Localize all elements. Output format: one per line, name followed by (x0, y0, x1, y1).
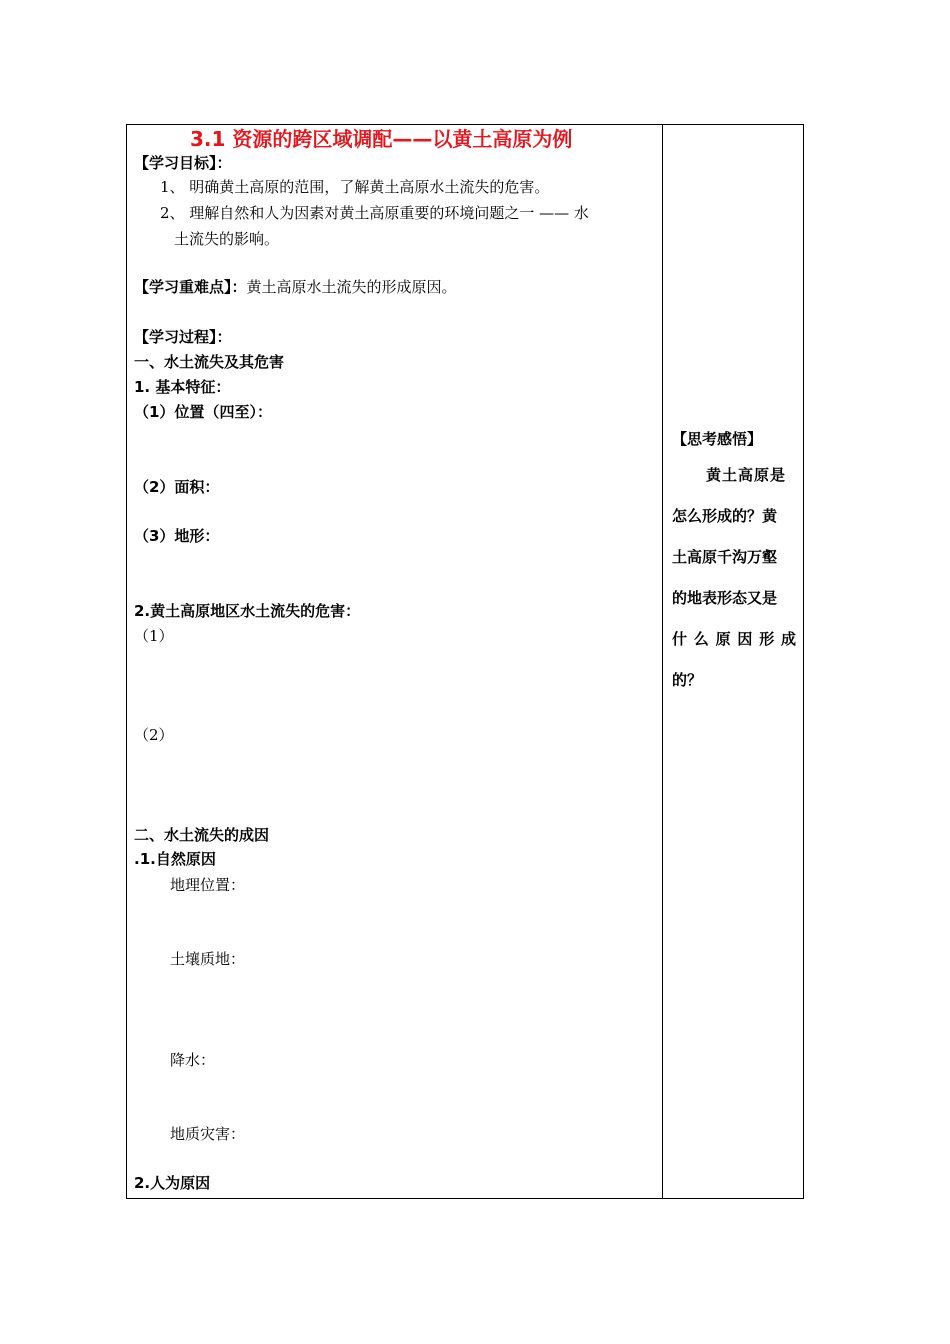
process-heading: 【学习过程】： (134, 328, 232, 346)
column-divider (662, 124, 663, 1199)
sidebar-line-2: 怎么形成的？黄 (672, 507, 778, 525)
human-causes-heading: 2.人为原因 (134, 1174, 211, 1192)
geo-location-label: 地理位置： (170, 876, 246, 894)
sidebar-reflection (672, 428, 796, 728)
rain-label: 降水： (170, 1051, 216, 1069)
natural-causes-heading: .1.自然原因 (134, 850, 216, 868)
key-points-text: 黄土高原水土流失的形成原因。 (246, 278, 457, 296)
position-label: （1）位置（四至）： (134, 403, 272, 421)
sidebar-line-5: 什么原因形成 (672, 630, 796, 648)
goal-item-2-line1: 2、 理解自然和人为因素对黄土高原重要的环境问题之一 —— 水 (160, 204, 589, 222)
sidebar-line-3: 土高原千沟万壑 (672, 548, 778, 566)
terrain-label: （3）地形： (134, 527, 220, 545)
key-points-heading: 【学习重难点】： (134, 278, 247, 296)
sidebar-line-6: 的？ (672, 671, 703, 689)
page-title: 3.1 资源的跨区域调配——以黄土高原为例 (190, 127, 573, 151)
sidebar-line-4: 的地表形态又是 (672, 589, 778, 607)
goal-item-2-line2: 土流失的影响。 (174, 230, 280, 248)
harm-heading: 2.黄土高原地区水土流失的危害： (134, 602, 361, 620)
basic-features-heading: 1. 基本特征： (134, 378, 231, 396)
key-points (134, 278, 457, 296)
goal-item-1: 1、 明确黄土高原的范围，了解黄土高原水土流失的危害。 (160, 178, 550, 196)
section-2-heading: 二、水土流失的成因 (134, 826, 270, 844)
sidebar-heading: 【思考感悟】 (672, 430, 763, 448)
harm-item-2: （2） (134, 726, 174, 744)
goals-heading: 【学习目标】： (134, 154, 232, 172)
disaster-label: 地质灾害： (170, 1125, 246, 1143)
area-label: （2）面积： (134, 478, 220, 496)
harm-item-1: （1） (134, 627, 174, 645)
soil-label: 土壤质地： (170, 950, 246, 968)
sidebar-line-1: 黄土高原是 (706, 466, 787, 484)
section-1-heading: 一、水土流失及其危害 (134, 353, 285, 371)
